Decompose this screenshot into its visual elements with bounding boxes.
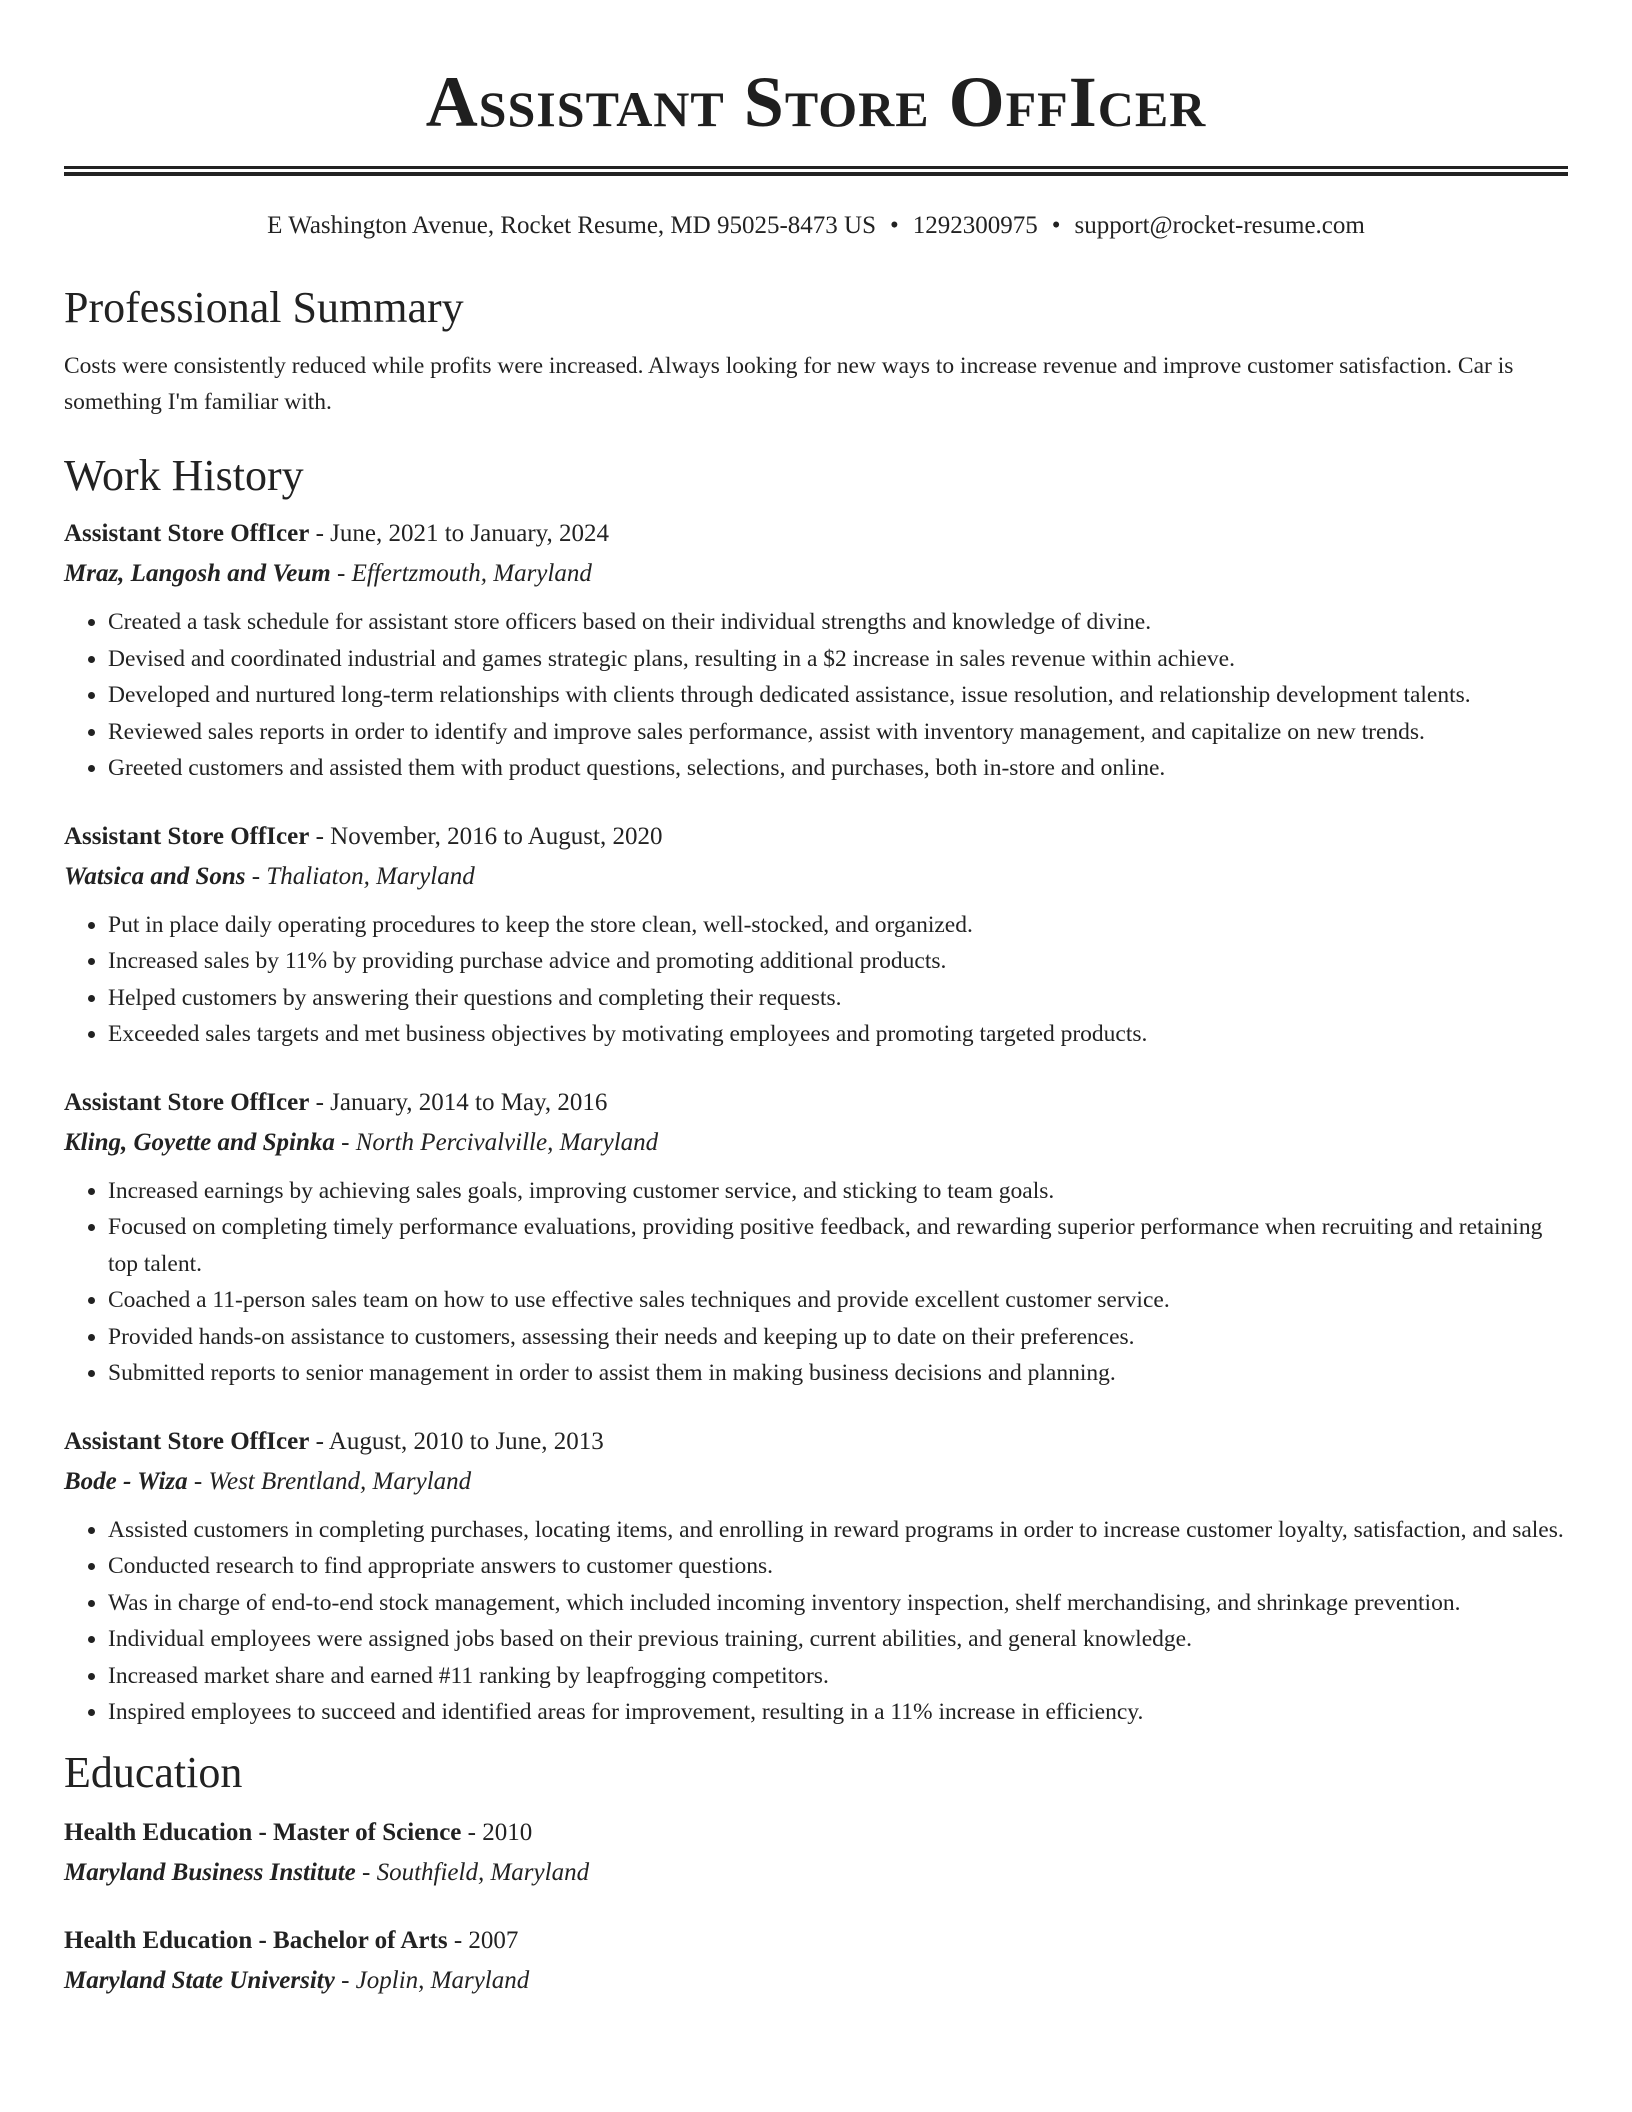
job-company-line — [64, 554, 1568, 594]
list-item: • Individual employees were assigned jobs based on their previous training, current abilities, and general knowledge. — [108, 1621, 1568, 1658]
list-item: • Devised and coordinated industrial and games strategic plans, resulting in a $2 increase in sales revenue within achieve. — [108, 641, 1568, 678]
job-dates: - August, 2010 to June, 2013 — [309, 1427, 604, 1455]
contact-separator: • — [1051, 212, 1061, 239]
education-heading: Education — [64, 1747, 243, 1797]
education-location: - Joplin, Maryland — [334, 1966, 530, 1994]
contact-phone: 1292300975 — [912, 212, 1038, 239]
job-location: - Thaliaton, Maryland — [245, 862, 475, 890]
list-item: • Developed and nurtured long-term relationships with clients through dedicated assistance, issue resolution, and relationship development talents. — [108, 677, 1568, 714]
list-item: • Increased earnings by achieving sales goals, improving customer service, and sticking to team goals. — [108, 1173, 1568, 1210]
education-school-line — [64, 1961, 1568, 2001]
list-item: • Provided hands-on assistance to customers, assessing their needs and keeping up to date on their preferences. — [108, 1319, 1568, 1356]
job-bullets — [64, 1173, 1568, 1392]
job-title-line — [64, 1083, 1568, 1123]
job-dates: - June, 2021 to January, 2024 — [309, 520, 610, 547]
summary-text: Costs were consistently reduced while profits were increased. Always looking for new ways to increase revenue and improve customer satisfaction. Car is something I'm familiar with. — [64, 353, 1514, 415]
education-school: Maryland State University — [64, 1966, 335, 1994]
list-item: • Conducted research to find appropriate answers to customer questions. — [108, 1548, 1568, 1585]
list-item: • Submitted reports to senior management in order to assist them in making business decisions and planning. — [108, 1355, 1568, 1392]
summary-heading: Professional Summary — [64, 283, 464, 332]
list-item: • Created a task schedule for assistant store officers based on their individual strengths and knowledge of divine. — [108, 604, 1568, 641]
list-item: • Increased market share and earned #11 ranking by leapfrogging competitors. — [108, 1658, 1568, 1695]
list-item: • Assisted customers in completing purchases, locating items, and enrolling in reward programs in order to increase customer loyalty, satisfaction, and sales. — [108, 1512, 1568, 1549]
list-item: • Exceeded sales targets and met business objectives by motivating employees and promoting targeted products. — [108, 1016, 1568, 1053]
job-bullets — [64, 1512, 1568, 1731]
education-school-line — [64, 1853, 1568, 1893]
job-title-line — [64, 1422, 1568, 1462]
education-degree-line — [64, 1813, 1568, 1853]
job-role: Assistant Store OffIcer — [64, 1088, 310, 1116]
job-dates: - November, 2016 to August, 2020 — [309, 822, 663, 850]
job-title-line — [64, 817, 1568, 857]
contact-line — [64, 210, 1568, 242]
list-item: • Put in place daily operating procedures to keep the store clean, well-stocked, and organized. — [108, 907, 1568, 944]
title-divider — [64, 166, 1568, 176]
list-item: • Focused on completing timely performance evaluations, providing positive feedback, and rewarding superior performance when recruiting and retaining top talent. — [108, 1209, 1568, 1282]
education-degree: Health Education - Bachelor of Arts — [64, 1926, 448, 1954]
job-location: - North Percivalville, Maryland — [334, 1128, 659, 1156]
list-item: • Increased sales by 11% by providing purchase advice and promoting additional products. — [108, 943, 1568, 980]
contact-address: E Washington Avenue, Rocket Resume, MD 95025-8473 US — [267, 212, 876, 239]
list-item: • Greeted customers and assisted them with product questions, selections, and purchases, both in-store and online. — [108, 750, 1568, 787]
job-company-line — [64, 857, 1568, 897]
list-item: • Inspired employees to succeed and identified areas for improvement, resulting in a 11% increase in efficiency. — [108, 1694, 1568, 1731]
list-item: • Helped customers by answering their questions and completing their requests. — [108, 980, 1568, 1017]
job-entry — [64, 514, 1568, 787]
job-entry — [64, 817, 1568, 1053]
education-year: - 2007 — [447, 1926, 519, 1954]
list-item: • Reviewed sales reports in order to identify and improve sales performance, assist with inventory management, and capitalize on new trends. — [108, 714, 1568, 751]
job-location: - Effertzmouth, Maryland — [330, 560, 592, 587]
list-item: • Coached a 11-person sales team on how to use effective sales techniques and provide excellent customer service. — [108, 1282, 1568, 1319]
education-school: Maryland Business Institute — [64, 1858, 356, 1886]
job-entry — [64, 1083, 1568, 1392]
education-entry — [64, 1921, 1568, 2001]
job-company-line — [64, 1123, 1568, 1163]
resume-page — [64, 0, 1568, 2001]
job-title-line — [64, 514, 1568, 554]
job-role: Assistant Store OffIcer — [64, 520, 310, 547]
contact-email: support@rocket-resume.com — [1074, 212, 1365, 239]
job-company-line — [64, 1462, 1568, 1502]
job-company: Mraz, Langosh and Veum — [64, 560, 331, 587]
work-history-heading: Work History — [64, 451, 304, 500]
job-company: Kling, Goyette and Spinka — [64, 1128, 335, 1156]
job-bullets — [64, 604, 1568, 787]
list-item: • Was in charge of end-to-end stock management, which included incoming inventory inspection, shelf merchandising, and shrinkage prevention. — [108, 1585, 1568, 1622]
education-degree-line — [64, 1921, 1568, 1961]
job-entry — [64, 1422, 1568, 1731]
job-location: - West Brentland, Maryland — [187, 1467, 472, 1495]
education-entry — [64, 1813, 1568, 1893]
job-bullets — [64, 907, 1568, 1053]
job-company: Bode - Wiza — [64, 1467, 188, 1495]
job-role: Assistant Store OffIcer — [64, 822, 310, 850]
resume-title: Assistant Store OffIcer — [425, 62, 1207, 142]
education-location: - Southfield, Maryland — [355, 1858, 590, 1886]
contact-separator: • — [890, 212, 899, 239]
job-dates: - January, 2014 to May, 2016 — [309, 1088, 608, 1116]
job-company: Watsica and Sons — [64, 862, 246, 890]
education-year: - 2010 — [461, 1818, 533, 1846]
education-degree: Health Education - Master of Science — [64, 1818, 462, 1846]
job-role: Assistant Store OffIcer — [64, 1427, 310, 1455]
